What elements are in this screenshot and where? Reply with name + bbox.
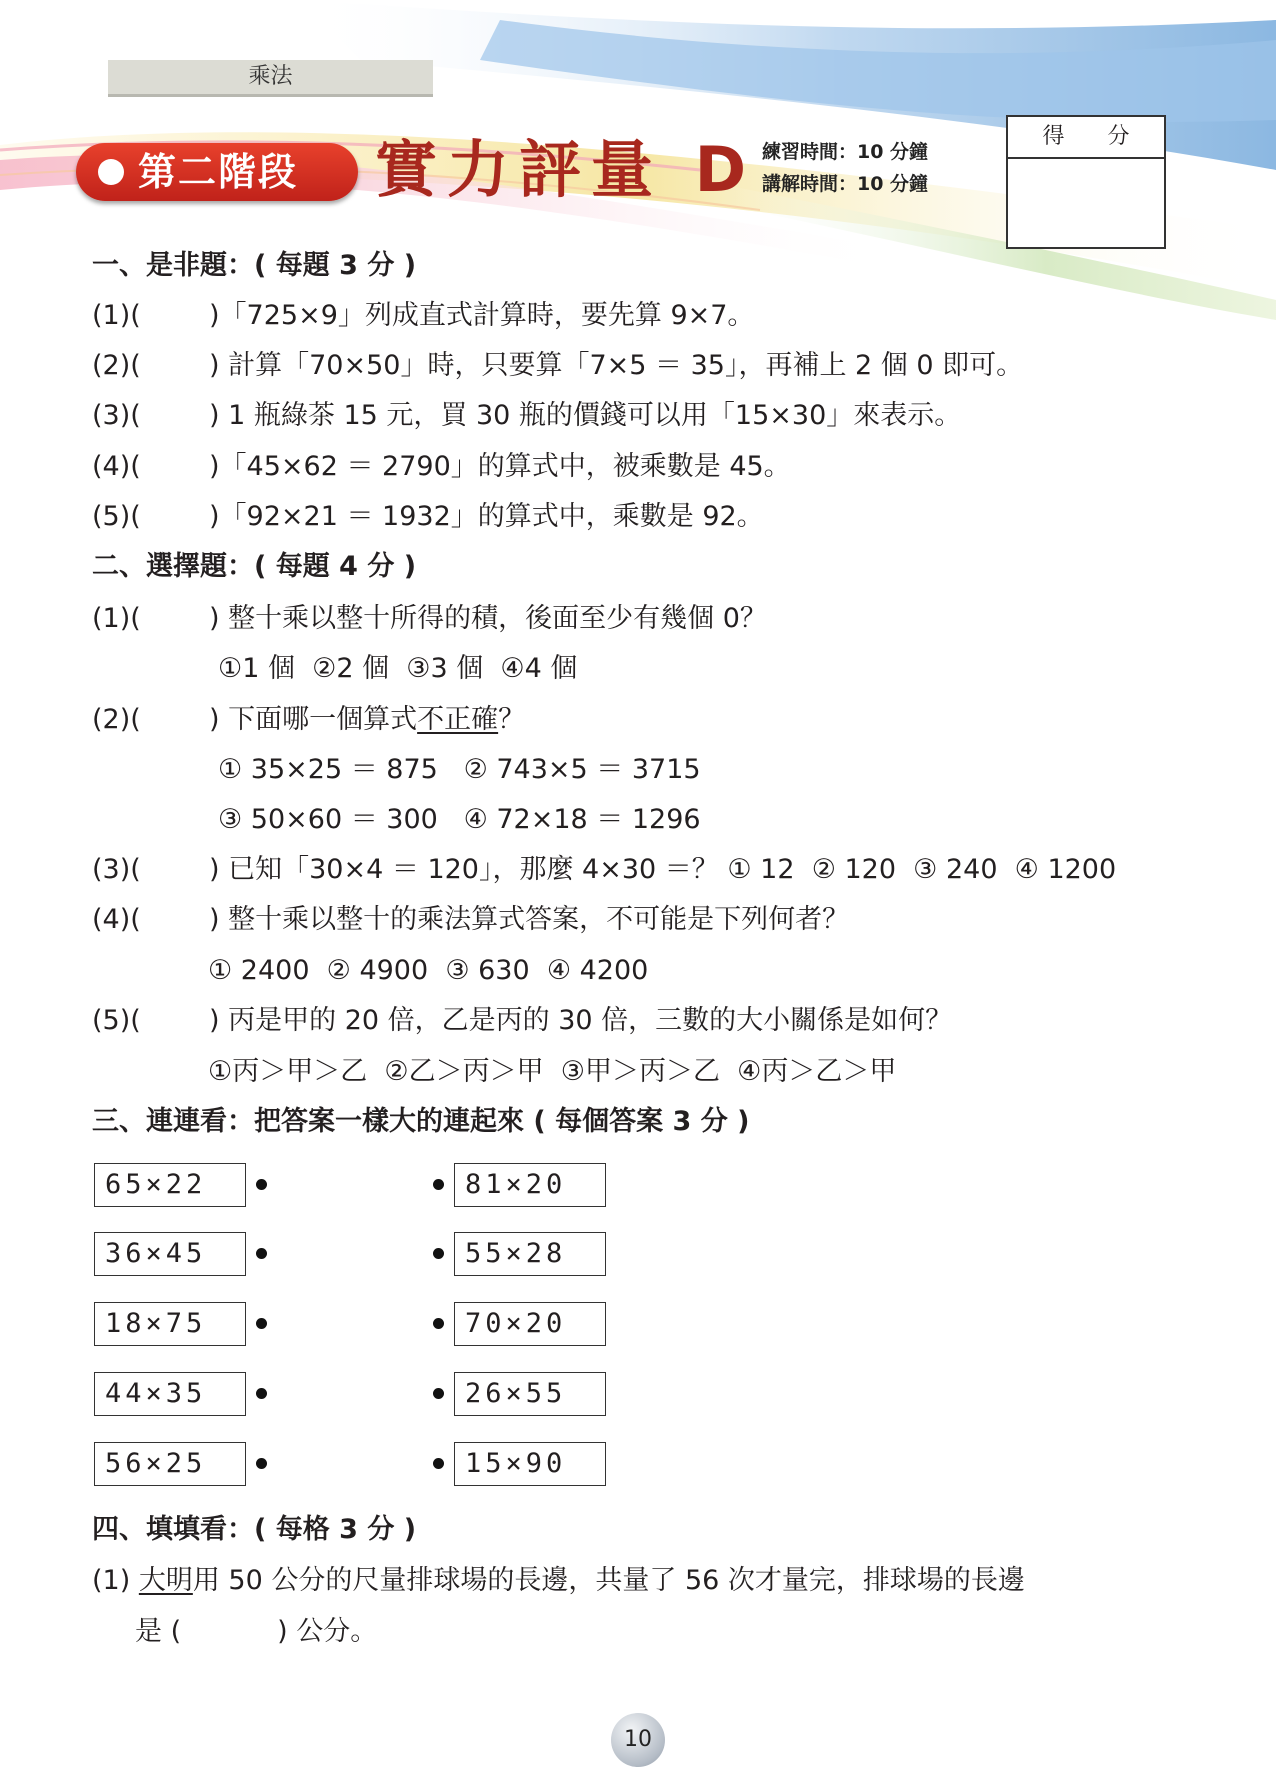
match-right-dot-1[interactable] (433, 1179, 444, 1190)
mc-question-5-options: ①丙＞甲＞乙 ②乙＞丙＞甲 ③甲＞丙＞乙 ④丙＞乙＞甲 (208, 1056, 897, 1087)
explain-time: 講解時間：10 分鐘 (762, 173, 929, 195)
match-left-dot-1[interactable] (256, 1179, 267, 1190)
mc-question-2: (2)( ) 下面哪一個算式不正確？ (92, 704, 526, 735)
mc-question-3: (3)( ) 已知「30×4 ＝ 120」，那麼 4×30 ＝？ ① 12 ② 120 ③ 240 ④ 1200 (92, 854, 1117, 885)
match-right-3: 70×20 (454, 1302, 606, 1346)
match-left-dot-4[interactable] (256, 1388, 267, 1399)
mc-question-2-options-a: ① 35×25 ＝ 875 ② 743×5 ＝ 3715 (218, 754, 701, 785)
match-right-4: 26×55 (454, 1372, 606, 1416)
match-left-dot-5[interactable] (256, 1458, 267, 1469)
match-left-dot-2[interactable] (256, 1248, 267, 1259)
page-title: 實力評量 D (375, 133, 757, 206)
match-right-dot-2[interactable] (433, 1248, 444, 1259)
match-right-dot-3[interactable] (433, 1318, 444, 1329)
match-right-dot-5[interactable] (433, 1458, 444, 1469)
score-label: 得 分 (1008, 117, 1164, 159)
match-left-4: 44×35 (94, 1372, 246, 1416)
match-left-3: 18×75 (94, 1302, 246, 1346)
mc-question-5: (5)( ) 丙是甲的 20 倍，乙是丙的 30 倍，三數的大小關係是如何？ (92, 1005, 953, 1036)
fill-question-1-line2: 是 ( ) 公分。 (135, 1616, 378, 1647)
section-true-false-title: 一、是非題：( 每題 3 分 ) (92, 250, 417, 281)
match-right-dot-4[interactable] (433, 1388, 444, 1399)
tf-question-4: (4)( )「45×62 ＝ 2790」的算式中，被乘數是 45。 (92, 451, 791, 482)
page-number: 10 (611, 1713, 665, 1767)
match-left-1: 65×22 (94, 1163, 246, 1207)
match-right-2: 55×28 (454, 1232, 606, 1276)
fill-question-1: (1) 大明用 50 公分的尺量排球場的長邊，共量了 56 次才量完，排球場的長邊 (92, 1565, 1025, 1596)
tf-question-3: (3)( ) 1 瓶綠茶 15 元，買 30 瓶的價錢可以用「15×30」來表示。 (92, 400, 962, 431)
section-fill-in-title: 四、填填看：( 每格 3 分 ) (92, 1514, 417, 1545)
section-multiple-choice-title: 二、選擇題：( 每題 4 分 ) (92, 551, 417, 582)
mc-question-4-options: ① 2400 ② 4900 ③ 630 ④ 4200 (208, 955, 649, 986)
practice-time: 練習時間：10 分鐘 (762, 141, 929, 163)
mc-question-1-options: ①1 個 ②2 個 ③3 個 ④4 個 (218, 653, 578, 684)
match-left-2: 36×45 (94, 1232, 246, 1276)
bullet-dot-icon (98, 159, 124, 185)
tf-question-1: (1)( )「725×9」列成直式計算時，要先算 9×7。 (92, 300, 755, 331)
match-right-5: 15×90 (454, 1442, 606, 1486)
match-left-5: 56×25 (94, 1442, 246, 1486)
tf-question-2: (2)( ) 計算「70×50」時，只要算「7×5 ＝ 35」，再補上 2 個 0 即可。 (92, 350, 1024, 381)
chapter-tag: 乘法 (108, 60, 433, 97)
mc-question-2-options-b: ③ 50×60 ＝ 300 ④ 72×18 ＝ 1296 (218, 804, 701, 835)
stage-label: 第二階段 (138, 150, 299, 194)
stage-badge (76, 143, 358, 201)
section-matching-title: 三、連連看：把答案一樣大的連起來 ( 每個答案 3 分 ) (92, 1106, 750, 1137)
mc-question-1: (1)( ) 整十乘以整十所得的積，後面至少有幾個 0？ (92, 603, 767, 634)
tf-question-5: (5)( )「92×21 ＝ 1932」的算式中，乘數是 92。 (92, 501, 764, 532)
match-right-1: 81×20 (454, 1163, 606, 1207)
mc-question-4: (4)( ) 整十乘以整十的乘法算式答案，不可能是下列何者？ (92, 904, 850, 935)
score-box (1006, 115, 1166, 249)
match-left-dot-3[interactable] (256, 1318, 267, 1329)
